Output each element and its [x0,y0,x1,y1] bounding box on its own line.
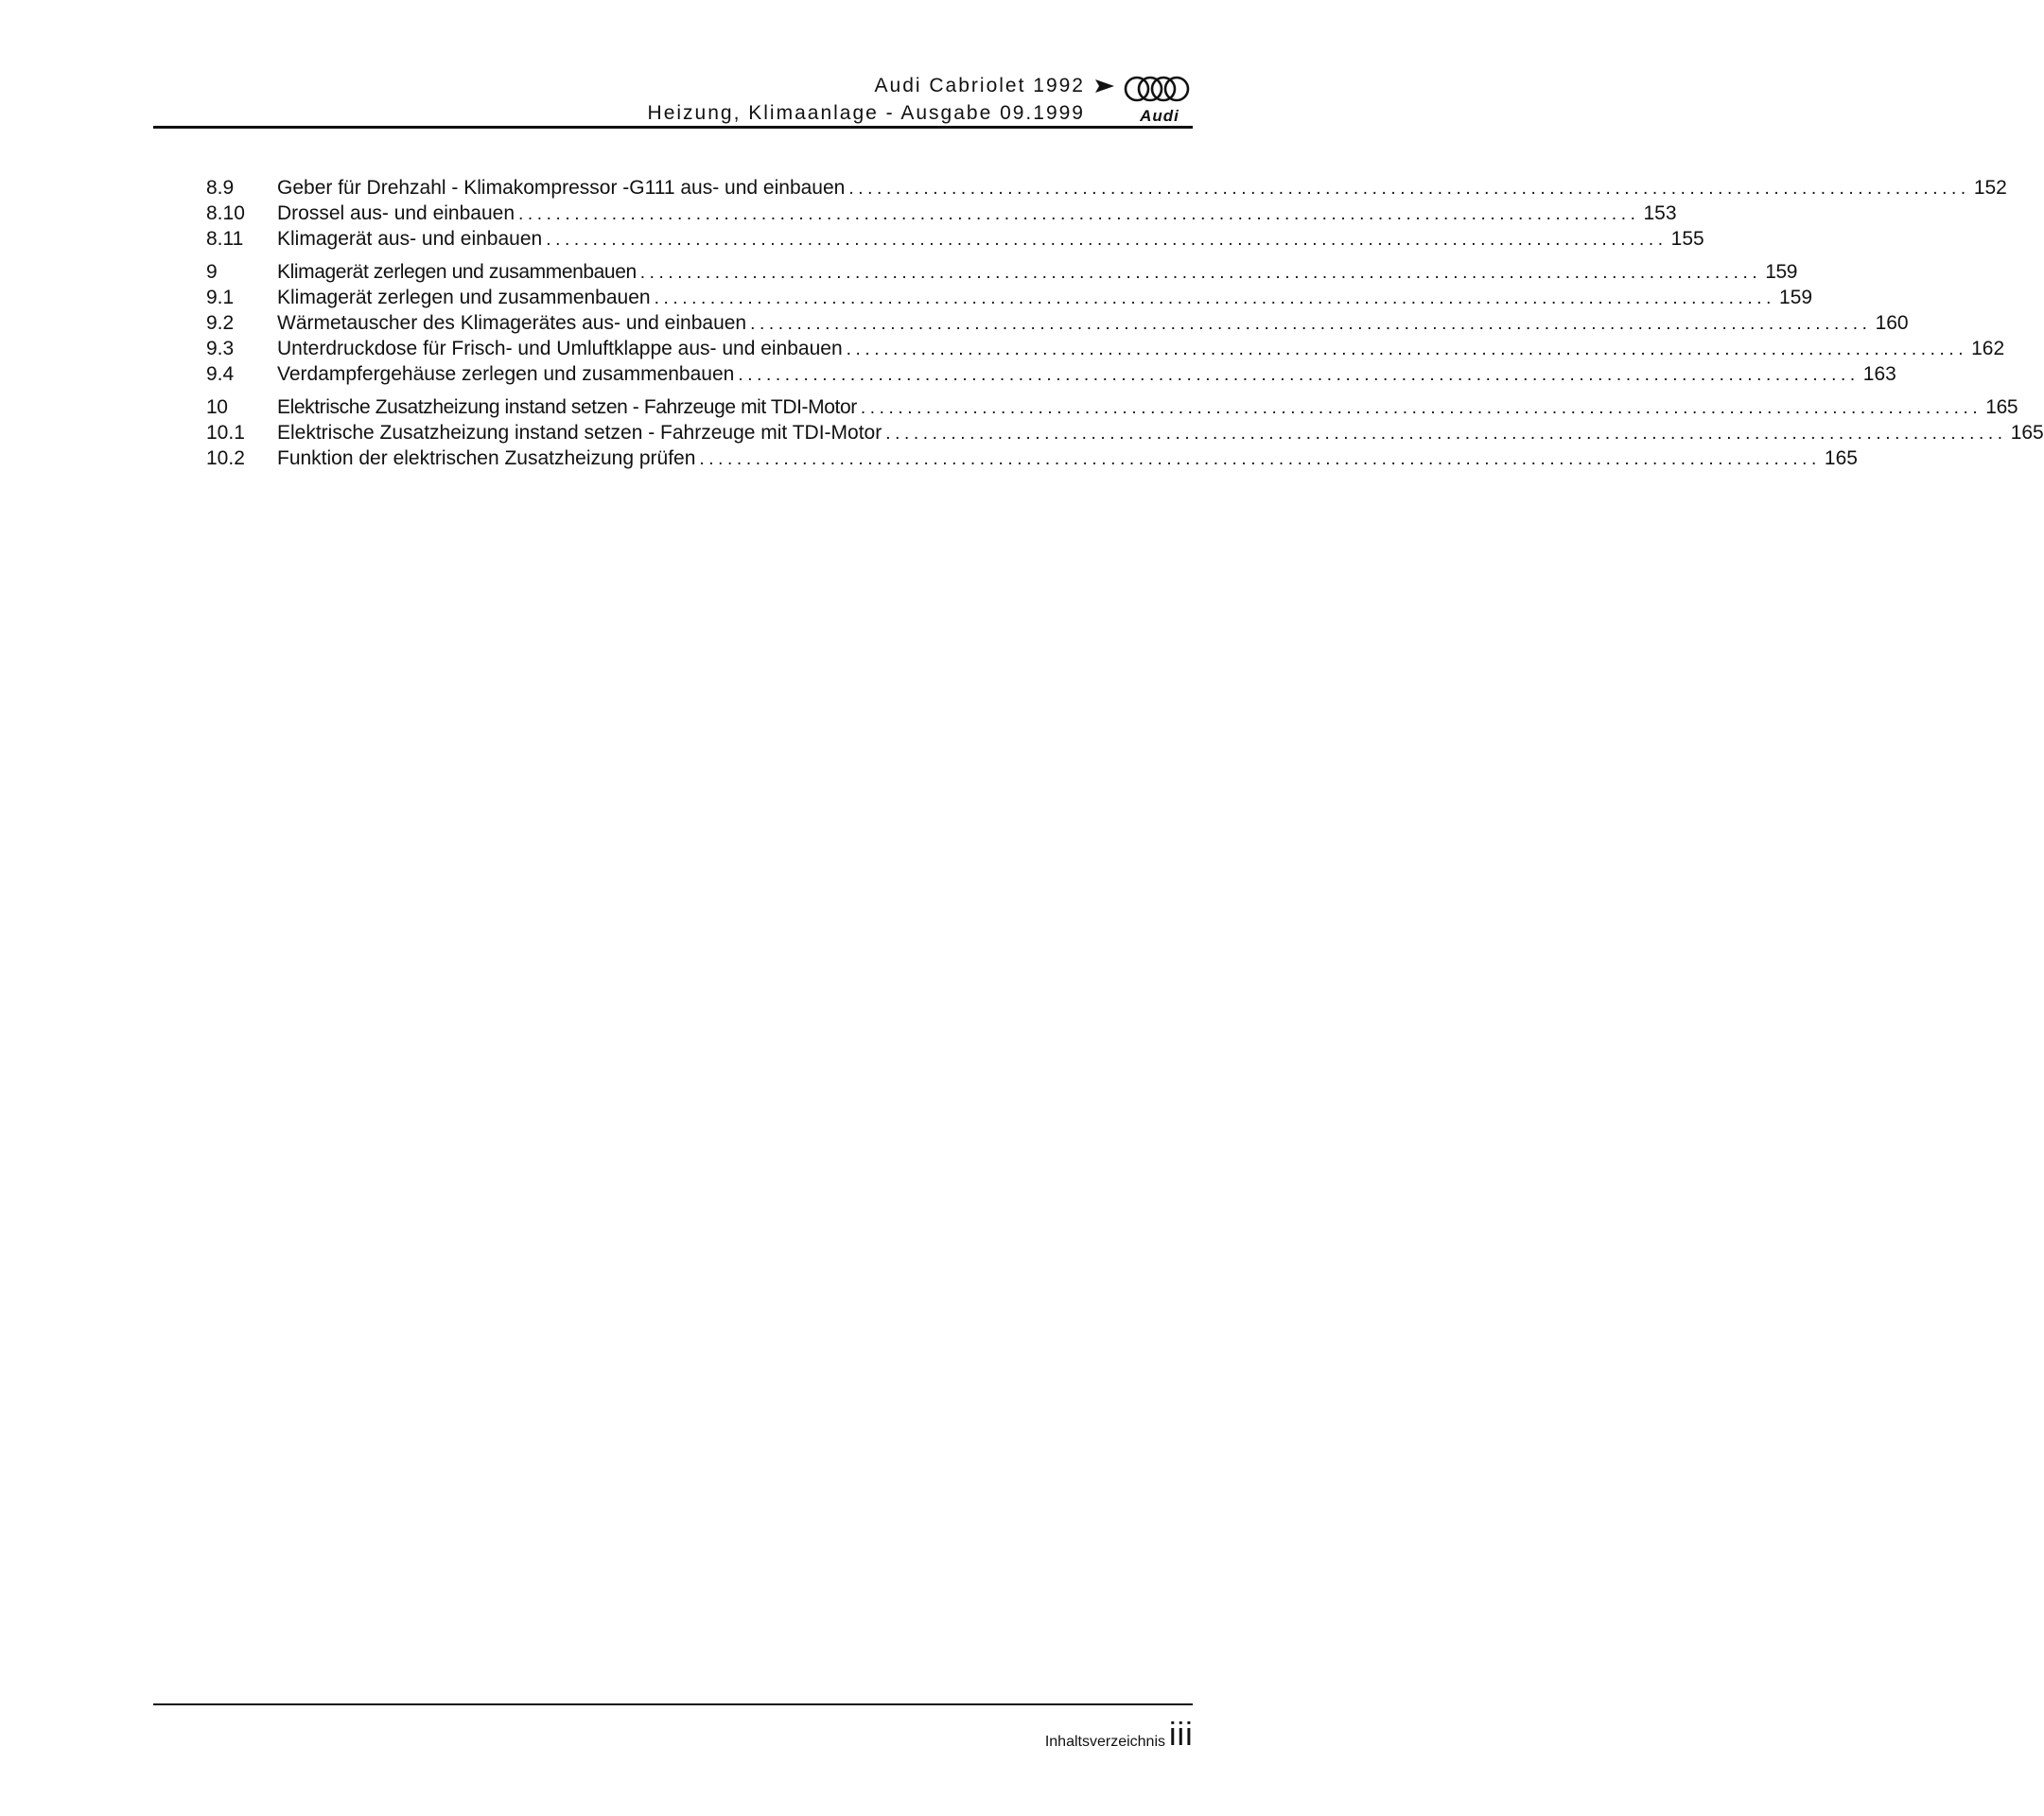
toc-dot-leader: ........................................................................................................................ [848,179,1970,199]
toc-row[interactable] [206,310,1909,336]
toc-entry-page: 165 [2010,422,2044,444]
toc-row[interactable] [206,445,1858,471]
toc-row[interactable] [206,336,2005,361]
toc-entry-title: Funktion der elektrischen Zusatzheizung prüfen [277,447,696,469]
toc-entry-page: 152 [1973,177,2007,199]
toc-entry-page: 159 [1779,287,1813,308]
toc-row[interactable] [206,226,1704,252]
toc-entry-page: 163 [1862,363,1896,385]
document-title: Audi Cabriolet 1992 [874,75,1085,96]
toc-entry-title: Unterdruckdose für Frisch- und Umluftklappe aus- und einbauen [277,338,843,359]
toc-entry-number: 8.11 [206,228,244,250]
toc-dot-leader: ........................................................................................................................ [699,449,1821,469]
toc-dot-leader: ........................................................................................................................ [518,204,1640,224]
toc-entry-number: 9.4 [206,363,235,385]
toc-entry-title: Wärmetauscher des Klimagerätes aus- und einbauen [277,312,747,334]
toc-entry-number: 9.3 [206,338,235,359]
toc-entry-page: 153 [1643,202,1677,224]
toc-entry-title: Klimagerät aus- und einbauen [277,228,543,250]
footer-section-label: Inhaltsverzeichnis [1044,1734,1165,1750]
toc-dot-leader: ........................................................................................................................ [654,288,1776,308]
toc-entry-number: 8.10 [206,202,245,224]
toc-row[interactable] [206,285,1813,310]
toc-chapter-row[interactable] [206,259,1798,285]
toc-entry-page: 165 [1985,396,2018,418]
toc-row[interactable] [206,175,2007,201]
toc-entry-title: Elektrische Zusatzheizung instand setzen - Fahrzeuge mit TDI-Motor [277,422,882,444]
toc-row[interactable] [206,361,1896,387]
header-rule [153,126,1193,129]
toc-entry-number: 10.2 [206,447,245,469]
toc-entry-title: Verdampfergehäuse zerlegen und zusammenbauen [277,363,735,385]
toc-dot-leader: ........................................................................................................................ [639,263,1762,283]
toc-dot-leader: ........................................................................................................................ [885,424,2007,444]
arrow-right-icon [1095,78,1114,95]
footer-page-number: iii [1169,1717,1194,1753]
toc-dot-leader: ........................................................................................................................ [860,398,1983,418]
toc-entry-number: 8.9 [206,177,235,199]
toc-entry-title: Klimagerät zerlegen und zusammenbauen [277,261,637,283]
document-subtitle: Heizung, Klimaanlage - Ausgabe 09.1999 [647,102,1085,124]
table-of-contents [206,175,2044,471]
audi-rings-icon [1124,75,1190,103]
toc-entry-title: Klimagerät zerlegen und zusammenbauen [277,287,651,308]
toc-entry-page: 162 [1971,338,2005,359]
toc-entry-number: 9.1 [206,287,235,308]
toc-row[interactable] [206,420,2044,445]
toc-entry-number: 10 [206,396,228,418]
toc-entry-page: 159 [1765,261,1798,283]
toc-dot-leader: ........................................................................................................................ [738,365,1860,385]
toc-entry-page: 165 [1824,447,1858,469]
toc-dot-leader: ........................................................................................................................ [546,230,1668,250]
toc-dot-leader: ........................................................................................................................ [846,340,1968,359]
toc-entry-title: Geber für Drehzahl - Klimakompressor -G111 aus- und einbauen [277,177,846,199]
toc-dot-leader: ........................................................................................................................ [750,314,1872,334]
footer-rule [153,1703,1193,1705]
audi-wordmark: Audi [1140,107,1179,125]
toc-entry-number: 9 [206,261,218,283]
toc-entry-number: 9.2 [206,312,235,334]
toc-entry-page: 155 [1670,228,1704,250]
toc-entry-title: Drossel aus- und einbauen [277,202,515,224]
toc-entry-number: 10.1 [206,422,245,444]
toc-entry-page: 160 [1875,312,1909,334]
toc-row[interactable] [206,201,1677,226]
toc-entry-title: Elektrische Zusatzheizung instand setzen - Fahrzeuge mit TDI-Motor [277,396,857,418]
toc-chapter-row[interactable] [206,394,2018,420]
